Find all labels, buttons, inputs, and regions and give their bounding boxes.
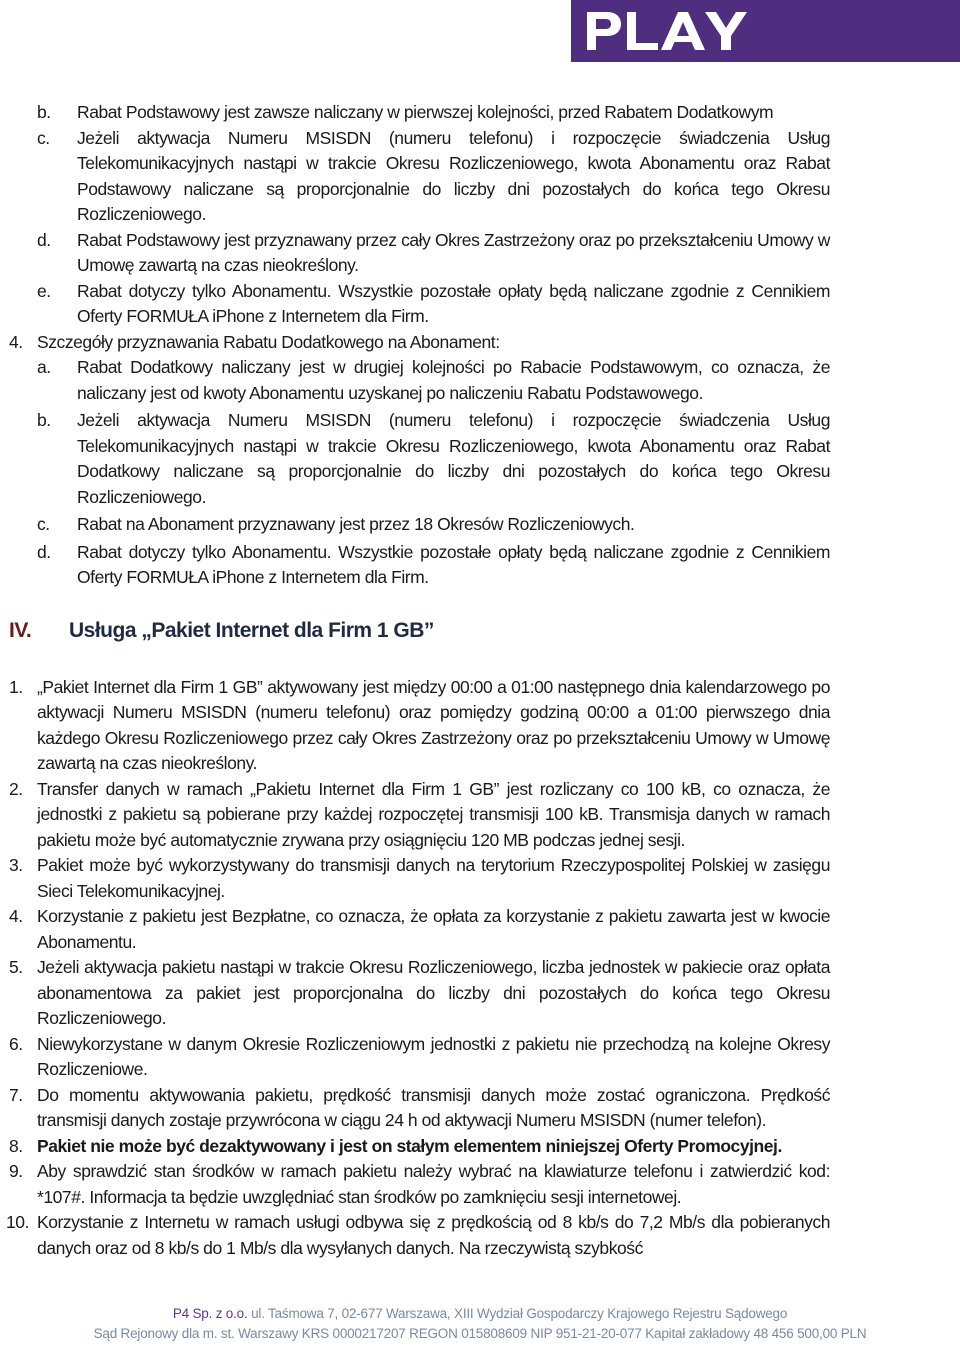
footer-address: ul. Taśmowa 7, 02-677 Warszawa, XIII Wydział Gospodarczy Krajowego Rejestru Sądowego	[247, 1306, 788, 1321]
list-marker: 6.	[9, 1033, 23, 1054]
footer-line-2: Sąd Rejonowy dla m. st. Warszawy KRS 0000217207 REGON 015808609 NIP 951-21-20-077 Kapitał zakładowy 48 456 500,00 PLN	[93, 1326, 867, 1341]
list-marker: 4.	[9, 906, 23, 926]
list-marker: b.	[37, 410, 51, 430]
list-marker: 2.	[9, 778, 23, 799]
list-marker: e.	[37, 280, 51, 301]
item-9	[0, 1159, 960, 1210]
list-item-b	[0, 100, 960, 126]
list-text: Rabat na Abonament przyznawany jest przez 18 Okresów Rozliczeniowych.	[77, 514, 635, 534]
section-number: IV.	[9, 618, 32, 642]
item-7	[0, 1083, 960, 1134]
list-text: Jeżeli aktywacja Numeru MSISDN (numeru telefonu) i rozpoczęcie świadczenia Usług Telekomunikacyjnych nastąpi w trakcie Okresu Rozliczeniowego, kwota Abonamentu oraz Rabat Podstawowy naliczane są proporcjonalnie do liczby dni pozostałych do końca tego Okresu Rozliczeniowego.	[77, 127, 830, 224]
footer-line-1	[0, 1306, 960, 1321]
list-text: Aby sprawdzić stan środków w ramach pakietu należy wybrać na klawiaturze telefonu i zatwierdzić kod: *107#. Informacja ta będzie uwzględniać stan środków po zamknięciu sesji internetowej.	[37, 1161, 830, 1207]
list-item-c	[0, 126, 960, 228]
item-6	[0, 1032, 960, 1083]
item-4	[0, 904, 960, 955]
list-text: Niewykorzystane w danym Okresie Rozliczeniowym jednostki z pakietu nie przechodzą na kolejne Okresy Rozliczeniowe.	[37, 1033, 830, 1079]
item-5	[0, 955, 960, 1032]
list-marker: c.	[37, 514, 50, 534]
list-text-bold: Pakiet nie może być dezaktywowany i jest on stałym elementem niniejszej Oferty Promocyjnej.	[37, 1135, 782, 1156]
list-text: Rabat dotyczy tylko Abonamentu. Wszystkie pozostałe opłaty będą naliczane zgodnie z Cennikiem Oferty FORMUŁA iPhone z Internetem dla Firm.	[77, 280, 830, 326]
play-logo-icon	[587, 12, 757, 50]
list-text: Do momentu aktywowania pakietu, prędkość transmisji danych może zostać ograniczona. Prędkość transmisji danych zostaje przywrócona w ciągu 24 h od aktywacji Numeru MSISDN (numer telefon).	[37, 1084, 830, 1130]
list-item-4b	[0, 408, 960, 510]
item-10	[0, 1210, 960, 1261]
list-text: Korzystanie z Internetu w ramach usługi odbywa się z prędkością od 8 kb/s do 7,2 Mb/s dla pobieranych danych oraz od 8 kb/s do 1 Mb/s dla wysyłanych danych. Na rzeczywistą szybkość	[37, 1212, 830, 1258]
list-marker: 8.	[9, 1135, 23, 1156]
list-marker: 7.	[9, 1084, 23, 1105]
list-text: „Pakiet Internet dla Firm 1 GB” aktywowany jest między 00:00 a 01:00 następnego dnia kalendarzowego po aktywacji Numeru MSISDN (numeru telefonu) oraz pomiędzy godziną 00:00 a 01:00 pierwszego dnia każdego Okresu Rozliczeniowego przez cały Okres Zastrzeżony oraz po przekształceniu Umowy w Umowę zawartą na czas nieokreślony.	[37, 676, 830, 773]
list-text: Jeżeli aktywacja pakietu nastąpi w trakcie Okresu Rozliczeniowego, liczba jednostek w pakiecie oraz opłata abonamentowa za pakiet jest proporcjonalna do liczby dni pozostałych do końca tego Okresu Rozliczeniowego.	[37, 957, 830, 1028]
list-text: Rabat Podstawowy jest przyznawany przez cały Okres Zastrzeżony oraz po przekształceniu Umowy w Umowę zawartą na czas nieokreślony.	[77, 229, 830, 275]
list-marker: 9.	[9, 1161, 23, 1181]
section-title: Usługa „Pakiet Internet dla Firm 1 GB”	[69, 618, 434, 642]
list-marker: 10.	[6, 1212, 29, 1232]
list-text: Rabat Podstawowy jest zawsze naliczany w pierwszej kolejności, przed Rabatem Dodatkowym	[77, 102, 774, 122]
list-text: Transfer danych w ramach „Pakietu Internet dla Firm 1 GB” jest rozliczany co 100 kB, co oznacza, że jednostki z pakietu są pobierane przy każdej rozpoczętej transmisji 100 kB. Transmisja danych w ramach pakietu może być automatycznie zrywana przy osiągnięciu 120 MB podczas jednej sesji.	[37, 778, 830, 850]
list-text: Rabat Dodatkowy naliczany jest w drugiej kolejności po Rabacie Podstawowym, co oznacza, że naliczany jest od kwoty Abonamentu uzyskanej po naliczeniu Rabatu Podstawowego.	[77, 357, 830, 403]
list-marker: 3.	[9, 855, 23, 875]
list-text: Jeżeli aktywacja Numeru MSISDN (numeru telefonu) i rozpoczęcie świadczenia Usług Telekomunikacyjnych nastąpi w trakcie Okresu Rozliczeniowego, kwota Abonamentu oraz Rabat Dodatkowy naliczane są proporcjonalnie do liczby dni pozostałych do końca tego Okresu Rozliczeniowego.	[77, 410, 830, 507]
list-marker: d.	[37, 541, 51, 562]
list-item-4c	[0, 512, 960, 538]
list-item-d	[0, 228, 960, 279]
list-marker: 4.	[9, 331, 23, 352]
list-item-4d	[0, 540, 960, 591]
list-text: Rabat dotyczy tylko Abonamentu. Wszystkie pozostałe opłaty będą naliczane zgodnie z Cennikiem Oferty FORMUŁA iPhone z Internetem dla Firm.	[77, 541, 830, 587]
list-marker: c.	[37, 127, 50, 148]
document-body	[0, 100, 960, 1261]
list-marker: 5.	[9, 957, 23, 977]
list-marker: d.	[37, 229, 51, 250]
section-heading	[0, 611, 960, 651]
item-1	[0, 675, 960, 777]
footer-company: P4 Sp. z o.o.	[172, 1306, 248, 1321]
list-text: Korzystanie z pakietu jest Bezpłatne, co oznacza, że opłata za korzystanie z pakietu zawarta jest w kwocie Abonamentu.	[37, 906, 830, 952]
list-item-4	[0, 330, 960, 356]
list-marker: a.	[37, 357, 51, 377]
item-2	[0, 777, 960, 854]
list-text: Pakiet może być wykorzystywany do transmisji danych na terytorium Rzeczypospolitej Polskiej w zasięgu Sieci Telekomunikacyjnej.	[37, 855, 830, 901]
item-3	[0, 853, 960, 904]
list-marker: 1.	[9, 676, 23, 697]
list-item-e	[0, 279, 960, 330]
list-marker: b.	[37, 102, 51, 122]
list-item-4a	[0, 355, 960, 406]
item-8	[0, 1134, 960, 1160]
play-logo	[571, 0, 960, 62]
list-text: Szczegóły przyznawania Rabatu Dodatkowego na Abonament:	[37, 331, 500, 352]
